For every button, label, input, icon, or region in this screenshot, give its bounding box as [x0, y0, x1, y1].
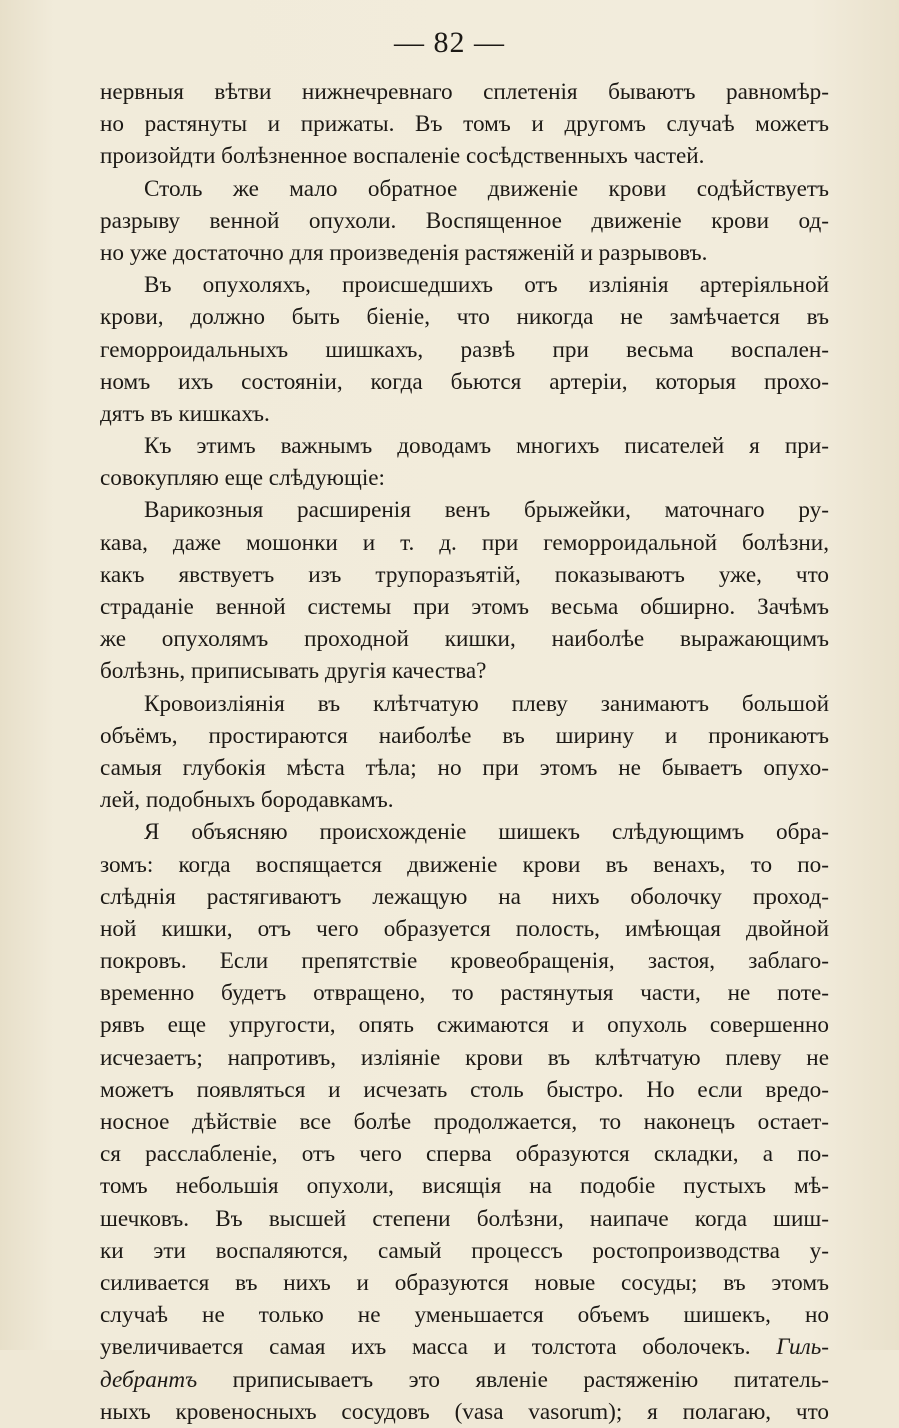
text-line: кава, даже мошонки и т. д. при геморроидальной болѣзни, — [100, 529, 829, 556]
text-line: Кровоизліянія въ клѣтчатую плеву занимаютъ большой — [144, 690, 829, 717]
text-line: какъ явствуетъ изъ трупоразъятій, показываютъ уже, что — [100, 561, 829, 588]
text-line: исчезаетъ; напротивъ, изліяніе крови въ клѣтчатую плеву не — [100, 1044, 829, 1071]
text-line: временно будетъ отвращено, то растянутыя части, не потe- — [100, 980, 829, 1007]
text-line: но растянуты и прижаты. Въ томъ и другомъ случаѣ можетъ — [100, 111, 829, 138]
text-line: покровъ. Если препятствіе кровеобращенія, застоя, заблаго- — [100, 948, 829, 975]
text-line: номъ ихъ состояніи, когда бьются артеріи, которыя прохо- — [100, 368, 829, 395]
text-line: слѣднія растягиваютъ лежащую на нихъ оболочку проход- — [100, 883, 829, 910]
text-line: томъ небольшія опухоли, висящія на подобіе пустыхъ мѣ- — [100, 1173, 829, 1200]
text-line: крови, должно быть біеніе, что никогда не замѣчается въ — [100, 304, 829, 331]
text-line: носное дѣйствіе все болѣе продолжается, то наконецъ остает- — [100, 1109, 829, 1135]
text-line: объёмъ, простираются наиболѣе въ ширину и проникаютъ — [100, 722, 829, 749]
text-line: Къ этимъ важнымъ доводамъ многихъ писателей я при- — [144, 433, 829, 460]
text-line: лей, подобныхъ бородавкамъ. — [100, 787, 394, 814]
page-number: — 82 — — [394, 26, 505, 59]
text-line: увеличивается самая ихъ масса и толстота оболочекъ. Гиль- — [100, 1334, 829, 1361]
text-line: зомъ: когда воспящается движеніе крови въ венахъ, то по- — [100, 851, 829, 878]
text-line: шечковъ. Въ высшей степени болѣзни, наипаче когда шиш- — [100, 1205, 829, 1232]
text-line: силивается въ нихъ и образуются новые сосуды; въ этомъ — [100, 1269, 829, 1296]
text-line: ки эти воспаляются, самый процессъ ростопроизводства у- — [100, 1237, 829, 1264]
text-line: же опухолямъ проходной кишки, наиболѣе выражающимъ — [100, 626, 829, 653]
text-line: но уже достаточно для произведенія растяженій и разрывовъ. — [100, 239, 708, 266]
text-line: геморроидальныхъ шишкахъ, развѣ при весьма воспален- — [100, 336, 829, 363]
text-line: случаѣ не только не уменьшается объемъ шишекъ, но — [100, 1302, 829, 1329]
text-line: Въ опухоляхъ, происшедшихъ отъ изліянія артеріяльной — [144, 272, 829, 299]
text-line: Я объясняю происхожденіе шишекъ слѣдующимъ обра- — [144, 819, 829, 846]
text-line: ной кишки, отъ чего образуется полость, имѣющая двойной — [100, 915, 829, 942]
text-line: разрыву венной опухоли. Воспященное движеніе крови од- — [100, 207, 829, 234]
text-line: самыя глубокія мѣста тѣла; но при этомъ не бываетъ опухо- — [100, 754, 829, 781]
body-text — [100, 76, 829, 1428]
text-line: страданіе венной системы при этомъ весьма обширно. Зачѣмъ — [100, 594, 829, 620]
text-line: Столь же мало обратное движеніе крови содѣйствуетъ — [144, 175, 829, 202]
text-line: дятъ въ кишкахъ. — [100, 400, 270, 427]
text-line: Варикозныя расширенія венъ брыжейки, маточнаго ру- — [144, 497, 829, 524]
text-line: ныхъ кровеносныхъ сосудовъ (vasa vasorum); я полагаю, что — [100, 1398, 829, 1425]
text-line: совокупляю еще слѣдующіе: — [100, 465, 385, 492]
text-line: можетъ появляться и исчезать столь быстро. Но если вредо- — [100, 1076, 829, 1103]
text-line: рявъ еще упругости, опять сжимаются и опухоль совершенно — [100, 1012, 829, 1039]
text-line: болѣзнь, приписывать другія качества? — [100, 658, 487, 685]
text-line: произойдти болѣзненное воспаленіе сосѣдственныхъ частей. — [100, 143, 705, 170]
text-line: дебрантъ приписываетъ это явленіе растяженію питатель- — [100, 1366, 829, 1393]
text-line: нервныя вѣтви нижнечревнаго сплетенія бываютъ равномѣр- — [100, 79, 829, 105]
text-line: ся расслабленіе, отъ чего сперва образуются складки, а по- — [100, 1141, 829, 1168]
